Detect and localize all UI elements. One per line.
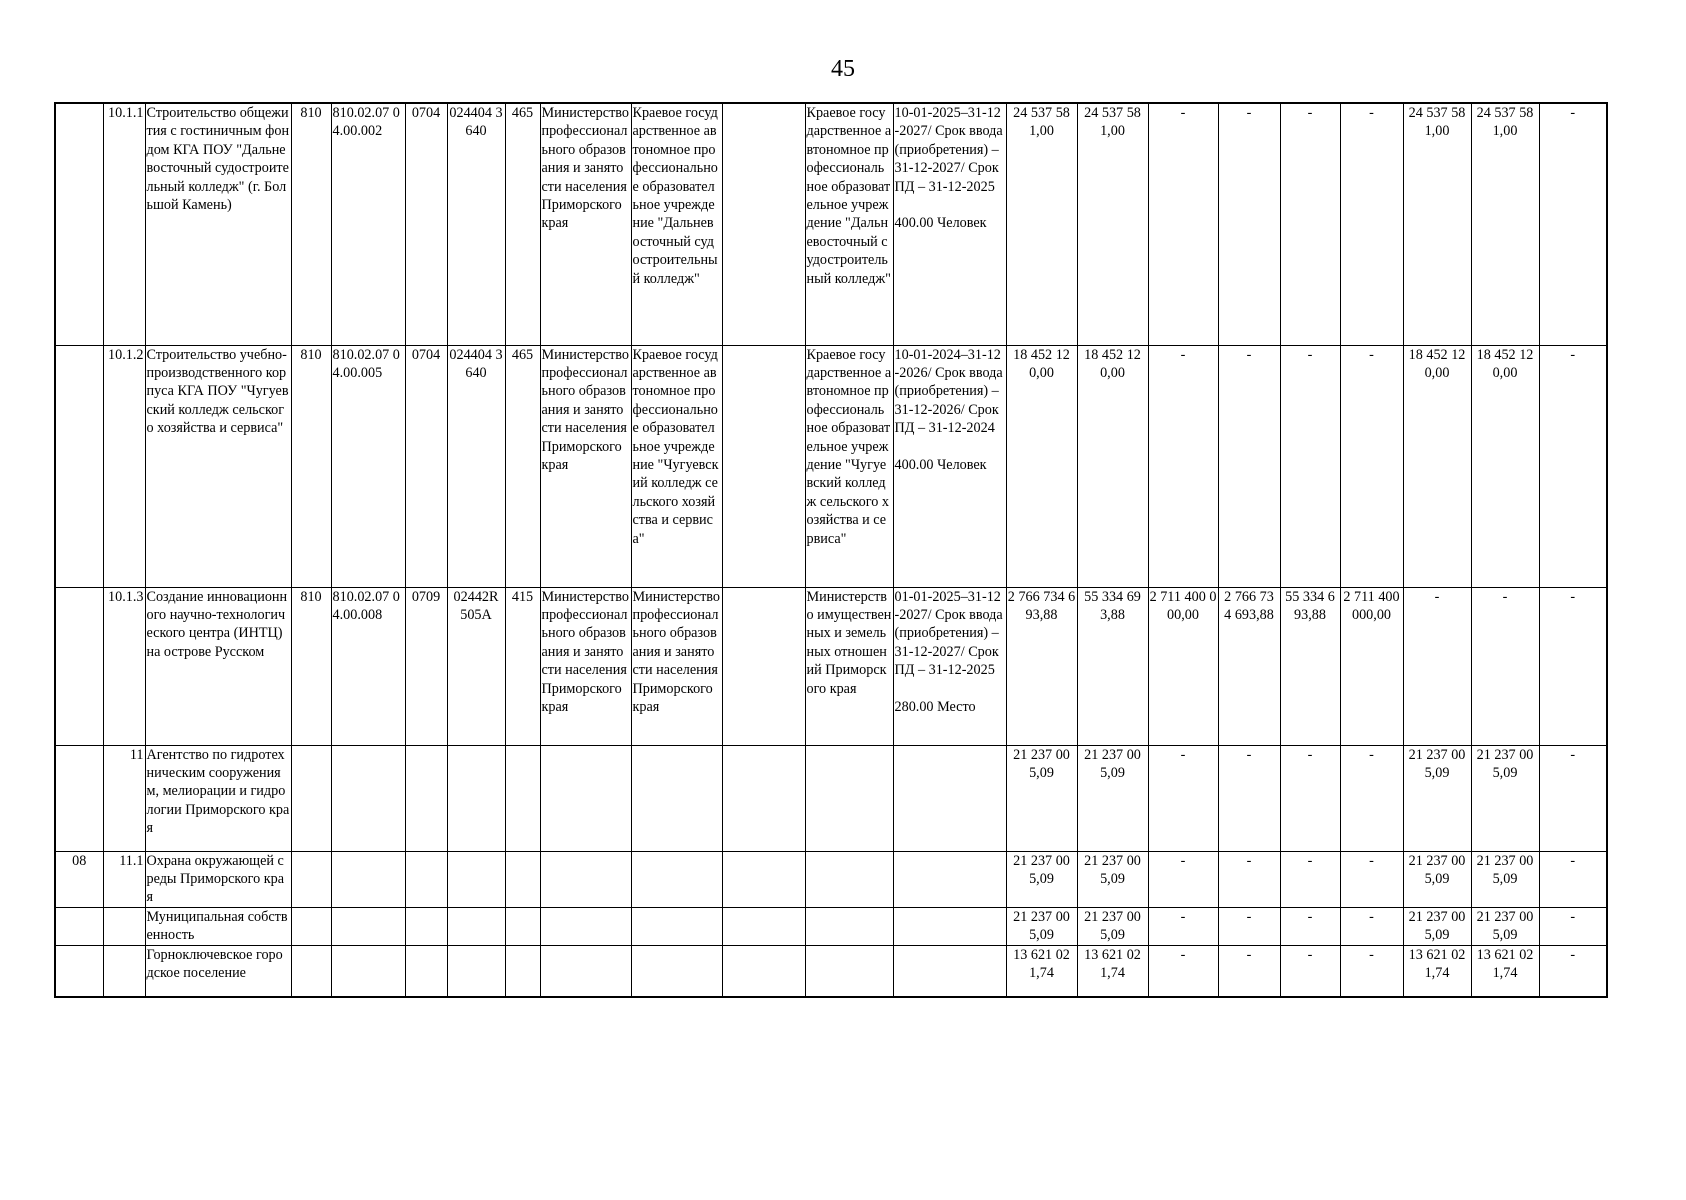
value-cell-1: 21 237 00 5,09 — [1006, 907, 1077, 945]
recipient-cell — [805, 851, 893, 907]
table-row — [55, 345, 1607, 587]
expense-type-cell — [505, 945, 540, 997]
object-code-cell — [331, 907, 405, 945]
value-cell-4: - — [1218, 345, 1280, 587]
number-cell: 10.1.3 — [103, 587, 145, 745]
terms-cell — [893, 345, 1006, 587]
value-cell-2: 21 237 00 5,09 — [1077, 851, 1148, 907]
empty-cell — [722, 745, 805, 851]
value-cell-2: 13 621 02 1,74 — [1077, 945, 1148, 997]
value-cell-9: - — [1539, 945, 1607, 997]
value-cell-8: 24 537 58 1,00 — [1471, 103, 1539, 345]
table-row — [55, 587, 1607, 745]
ministry-cell — [540, 745, 631, 851]
target-article-cell: 024404 3640 — [447, 345, 505, 587]
value-cell-7: 21 237 00 5,09 — [1403, 907, 1471, 945]
terms-cell — [893, 587, 1006, 745]
terms-cell — [893, 745, 1006, 851]
recipient-cell — [805, 745, 893, 851]
value-cell-8: - — [1471, 587, 1539, 745]
number-cell — [103, 907, 145, 945]
section-cell — [405, 851, 447, 907]
target-article-cell — [447, 745, 505, 851]
ministry-cell — [540, 945, 631, 997]
terms-cell — [893, 907, 1006, 945]
object-code-cell: 810.02.07 04.00.008 — [331, 587, 405, 745]
grbs-cell — [291, 745, 331, 851]
value-cell-6: - — [1340, 103, 1403, 345]
code-cell: 08 — [55, 851, 103, 907]
value-cell-8: 18 452 12 0,00 — [1471, 345, 1539, 587]
section-cell: 0704 — [405, 345, 447, 587]
expense-type-cell: 415 — [505, 587, 540, 745]
budget-table — [54, 102, 1608, 998]
target-article-cell — [447, 907, 505, 945]
name-cell: Горноключевское городское поселение — [145, 945, 291, 997]
value-cell-3: - — [1148, 851, 1218, 907]
value-cell-6: - — [1340, 745, 1403, 851]
number-cell: 10.1.1 — [103, 103, 145, 345]
table-body — [55, 103, 1607, 997]
value-cell-6: 2 711 400 000,00 — [1340, 587, 1403, 745]
object-code-cell: 810.02.07 04.00.005 — [331, 345, 405, 587]
number-cell: 10.1.2 — [103, 345, 145, 587]
value-cell-5: - — [1280, 907, 1340, 945]
ministry-cell: Министерство профессионального образования и занятости населения Приморского края — [540, 587, 631, 745]
table-row — [55, 851, 1607, 907]
value-cell-4: - — [1218, 103, 1280, 345]
ministry-cell: Министерство профессионального образования и занятости населения Приморского края — [540, 345, 631, 587]
value-cell-9: - — [1539, 587, 1607, 745]
value-cell-7: 24 537 58 1,00 — [1403, 103, 1471, 345]
value-cell-5: - — [1280, 851, 1340, 907]
value-cell-3: - — [1148, 345, 1218, 587]
expense-type-cell: 465 — [505, 345, 540, 587]
grbs-cell: 810 — [291, 345, 331, 587]
value-cell-6: - — [1340, 907, 1403, 945]
value-cell-5: - — [1280, 745, 1340, 851]
value-cell-1: 21 237 00 5,09 — [1006, 851, 1077, 907]
value-cell-9: - — [1539, 345, 1607, 587]
customer-cell — [631, 745, 722, 851]
empty-cell — [722, 945, 805, 997]
value-cell-8: 13 621 02 1,74 — [1471, 945, 1539, 997]
number-cell: 11.1 — [103, 851, 145, 907]
terms-text: 10-01-2024–31-12-2026/ Срок ввода (приобретения) – 31-12-2026/ Срок ПД – 31-12-2024 — [894, 346, 1003, 437]
target-article-cell — [447, 851, 505, 907]
ministry-cell: Министерство профессионального образования и занятости населения Приморского края — [540, 103, 631, 345]
terms-cell — [893, 945, 1006, 997]
table-row — [55, 945, 1607, 997]
code-cell — [55, 945, 103, 997]
customer-cell — [631, 851, 722, 907]
code-cell — [55, 745, 103, 851]
code-cell — [55, 907, 103, 945]
customer-cell: Министерство профессионального образования и занятости населения Приморского края — [631, 587, 722, 745]
number-cell: 11 — [103, 745, 145, 851]
name-cell: Агентство по гидротехническим сооружениям, мелиорации и гидрологии Приморского края — [145, 745, 291, 851]
target-article-cell: 024404 3640 — [447, 103, 505, 345]
terms-text: 10-01-2025–31-12-2027/ Срок ввода (приобретения) – 31-12-2027/ Срок ПД – 31-12-2025 — [894, 105, 1003, 195]
value-cell-3: - — [1148, 945, 1218, 997]
grbs-cell — [291, 945, 331, 997]
recipient-cell: Министерство имущественных и земельных отношений Приморского края — [805, 587, 893, 745]
value-cell-6: - — [1340, 945, 1403, 997]
empty-cell — [722, 907, 805, 945]
customer-cell — [631, 907, 722, 945]
customer-cell — [631, 945, 722, 997]
name-cell: Строительство учебно-производственного корпуса КГА ПОУ "Чугуевский колледж сельского хозяйства и сервиса" — [145, 345, 291, 587]
value-cell-5: - — [1280, 103, 1340, 345]
name-cell: Муниципальная собственность — [145, 907, 291, 945]
recipient-cell: Краевое государственное автономное профессиональное образовательное учреждение "Дальневосточный судостроительный колледж" — [805, 103, 893, 345]
grbs-cell: 810 — [291, 103, 331, 345]
capacity-text: 280.00 Место — [894, 698, 976, 715]
ministry-cell — [540, 851, 631, 907]
value-cell-2: 21 237 00 5,09 — [1077, 907, 1148, 945]
value-cell-3: - — [1148, 745, 1218, 851]
object-code-cell: 810.02.07 04.00.002 — [331, 103, 405, 345]
value-cell-1: 2 766 734 693,88 — [1006, 587, 1077, 745]
value-cell-9: - — [1539, 745, 1607, 851]
value-cell-2: 55 334 69 3,88 — [1077, 587, 1148, 745]
empty-cell — [722, 587, 805, 745]
expense-type-cell — [505, 745, 540, 851]
recipient-cell — [805, 945, 893, 997]
value-cell-1: 13 621 02 1,74 — [1006, 945, 1077, 997]
customer-cell: Краевое государственное автономное профессиональное образовательное учреждение "Чугуевский колледж сельского хозяйства и сервиса" — [631, 345, 722, 587]
section-cell: 0709 — [405, 587, 447, 745]
value-cell-2: 18 452 12 0,00 — [1077, 345, 1148, 587]
value-cell-3: 2 711 400 000,00 — [1148, 587, 1218, 745]
object-code-cell — [331, 745, 405, 851]
table-row — [55, 907, 1607, 945]
value-cell-7: - — [1403, 587, 1471, 745]
value-cell-5: 55 334 6 93,88 — [1280, 587, 1340, 745]
terms-cell — [893, 851, 1006, 907]
empty-cell — [722, 851, 805, 907]
grbs-cell — [291, 851, 331, 907]
section-cell — [405, 907, 447, 945]
value-cell-4: - — [1218, 907, 1280, 945]
value-cell-7: 18 452 12 0,00 — [1403, 345, 1471, 587]
name-cell: Строительство общежития с гостиничным фондом КГА ПОУ "Дальневосточный судостроительный колледж" (г. Большой Камень) — [145, 103, 291, 345]
target-article-cell — [447, 945, 505, 997]
value-cell-8: 21 237 00 5,09 — [1471, 745, 1539, 851]
value-cell-6: - — [1340, 345, 1403, 587]
value-cell-1: 21 237 00 5,09 — [1006, 745, 1077, 851]
value-cell-9: - — [1539, 851, 1607, 907]
grbs-cell: 810 — [291, 587, 331, 745]
value-cell-4: - — [1218, 945, 1280, 997]
value-cell-5: - — [1280, 345, 1340, 587]
value-cell-9: - — [1539, 103, 1607, 345]
section-cell: 0704 — [405, 103, 447, 345]
object-code-cell — [331, 851, 405, 907]
section-cell — [405, 945, 447, 997]
value-cell-7: 13 621 02 1,74 — [1403, 945, 1471, 997]
capacity-text: 400.00 Человек — [894, 215, 987, 232]
terms-text: 01-01-2025–31-12-2027/ Срок ввода (приобретения) – 31-12-2027/ Срок ПД – 31-12-2025 — [894, 588, 1003, 679]
value-cell-1: 24 537 58 1,00 — [1006, 103, 1077, 345]
value-cell-4: - — [1218, 745, 1280, 851]
expense-type-cell: 465 — [505, 103, 540, 345]
expense-type-cell — [505, 907, 540, 945]
recipient-cell: Краевое государственное автономное профессиональное образовательное учреждение "Чугуевский колледж сельского хозяйства и сервиса" — [805, 345, 893, 587]
table-row — [55, 103, 1607, 345]
name-cell: Создание инновационного научно-технологического центра (ИНТЦ) на острове Русском — [145, 587, 291, 745]
code-cell — [55, 345, 103, 587]
terms-cell — [893, 103, 1006, 345]
value-cell-7: 21 237 00 5,09 — [1403, 745, 1471, 851]
empty-cell — [722, 345, 805, 587]
code-cell — [55, 103, 103, 345]
capacity-text: 400.00 Человек — [894, 456, 987, 473]
value-cell-1: 18 452 12 0,00 — [1006, 345, 1077, 587]
ministry-cell — [540, 907, 631, 945]
empty-cell — [722, 103, 805, 345]
section-cell — [405, 745, 447, 851]
value-cell-9: - — [1539, 907, 1607, 945]
value-cell-4: 2 766 73 4 693,88 — [1218, 587, 1280, 745]
page-number: 45 — [831, 56, 855, 82]
value-cell-8: 21 237 00 5,09 — [1471, 907, 1539, 945]
table-row — [55, 745, 1607, 851]
value-cell-2: 24 537 58 1,00 — [1077, 103, 1148, 345]
customer-cell: Краевое государственное автономное профессиональное образовательное учреждение "Дальневосточный судостроительный колледж" — [631, 103, 722, 345]
grbs-cell — [291, 907, 331, 945]
name-cell: Охрана окружающей среды Приморского края — [145, 851, 291, 907]
number-cell — [103, 945, 145, 997]
expense-type-cell — [505, 851, 540, 907]
code-cell — [55, 587, 103, 745]
recipient-cell — [805, 907, 893, 945]
value-cell-6: - — [1340, 851, 1403, 907]
value-cell-3: - — [1148, 907, 1218, 945]
target-article-cell: 02442R 505A — [447, 587, 505, 745]
object-code-cell — [331, 945, 405, 997]
value-cell-5: - — [1280, 945, 1340, 997]
value-cell-4: - — [1218, 851, 1280, 907]
value-cell-2: 21 237 00 5,09 — [1077, 745, 1148, 851]
value-cell-7: 21 237 00 5,09 — [1403, 851, 1471, 907]
value-cell-3: - — [1148, 103, 1218, 345]
value-cell-8: 21 237 00 5,09 — [1471, 851, 1539, 907]
